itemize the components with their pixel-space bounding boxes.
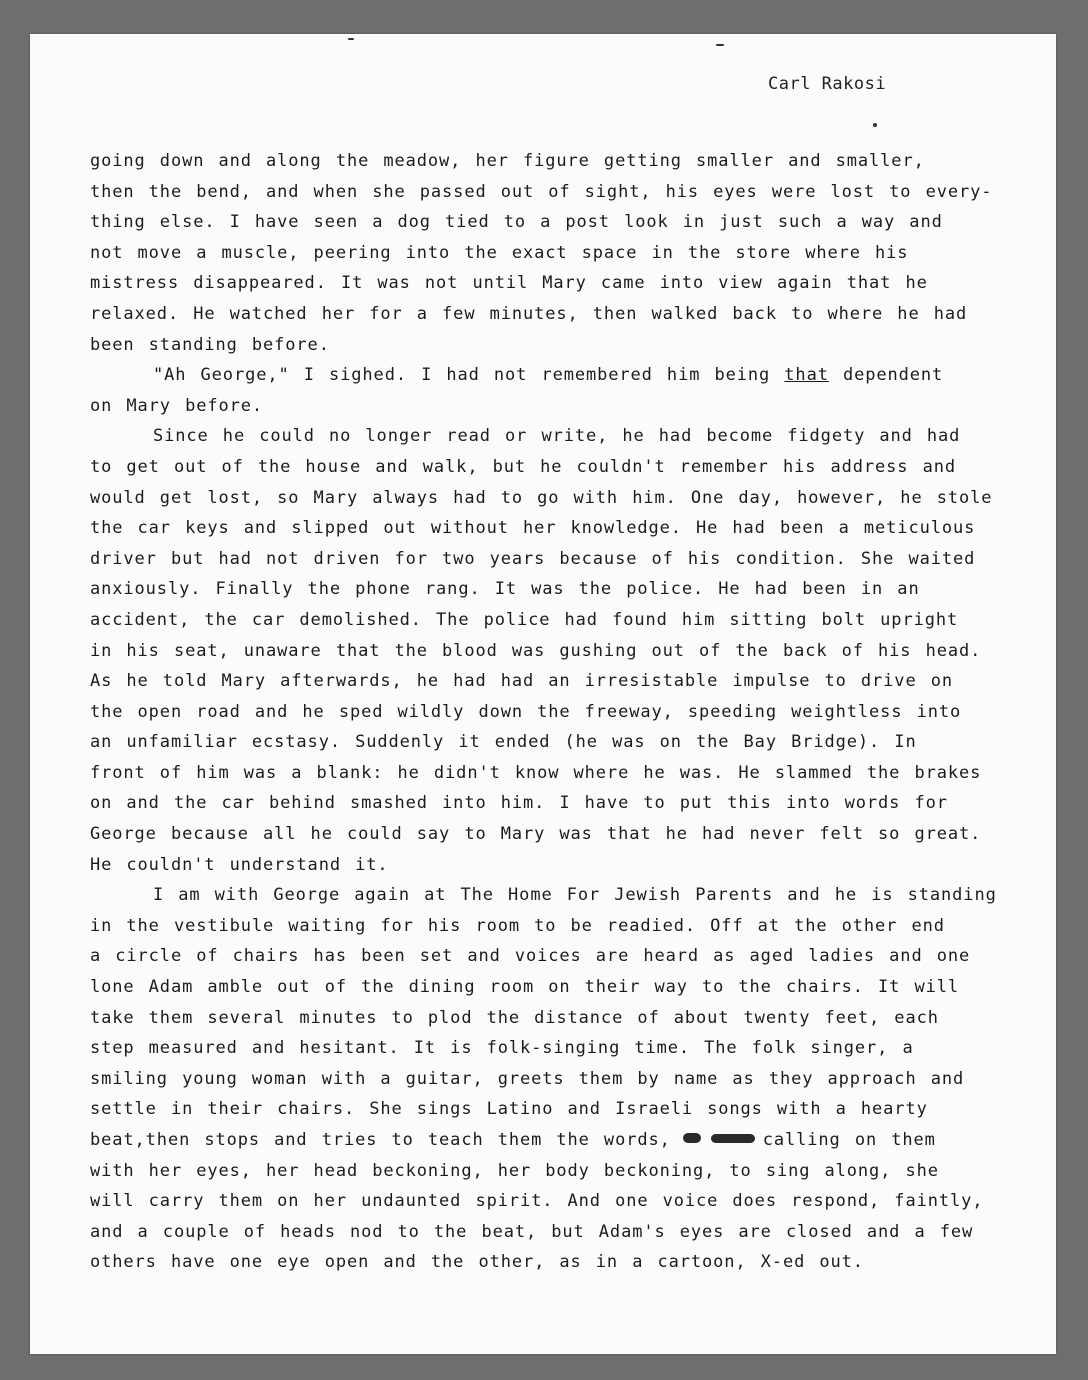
document-page: [30, 34, 1056, 1354]
text-line: in the vestibule waiting for his room to be readied. Off at the other end: [90, 915, 945, 936]
page-header-author: Carl Rakosi: [768, 74, 887, 94]
ink-blot-redaction: [671, 1131, 763, 1145]
text-line: He couldn't understand it.: [90, 854, 389, 875]
text-line: not move a muscle, peering into the exact space in the store where his: [90, 242, 909, 263]
text-line: relaxed. He watched her for a few minutes, then walked back to where he had: [90, 303, 968, 324]
text-line: As he told Mary afterwards, he had had an irresistable impulse to drive on: [90, 671, 953, 692]
text-line: the open road and he sped wildly down the freeway, speeding weightless into: [90, 701, 962, 722]
text-line: take them several minutes to plod the distance of about twenty feet, each: [90, 1007, 939, 1028]
text-line: others have one eye open and the other, as in a cartoon, X-ed out.: [90, 1252, 864, 1273]
text-line: front of him was a blank: he didn't know where he was. He slammed the brakes: [90, 762, 982, 783]
text-line: the car keys and slipped out without her knowledge. He had been a meticulous: [90, 518, 976, 539]
ink-blot-mark: [683, 1133, 701, 1143]
text-line: anxiously. Finally the phone rang. It was the police. He had been in an: [90, 579, 920, 600]
text-line: with her eyes, her head beckoning, her body beckoning, to sing along, she: [90, 1160, 939, 1181]
text-line: driver but had not driven for two years because of his condition. She waited: [90, 548, 976, 569]
text-line: I am with George again at The Home For Jewish Parents and he is standing: [153, 885, 997, 906]
text-line: mistress disappeared. It was not until Mary came into view again that he: [90, 273, 928, 294]
text-line: will carry them on her undaunted spirit. And one voice does respond, faintly,: [90, 1191, 984, 1212]
text-line: been standing before.: [90, 334, 330, 355]
text-line: thing else. I have seen a dog tied to a post look in just such a way and: [90, 212, 943, 233]
text-line: Since he could no longer read or write, he had become fidgety and had: [153, 426, 961, 447]
text-line: on and the car behind smashed into him. I have to put this into words for: [90, 793, 948, 814]
ink-speck: [873, 123, 877, 127]
text-line: in his seat, unaware that the blood was gushing out of the back of his head.: [90, 640, 982, 661]
typewritten-body: [90, 146, 1040, 1278]
text-line-start: beat,then stops and tries to teach them the words,: [90, 1130, 671, 1150]
text-line-end: dependent: [828, 365, 944, 386]
text-line: and a couple of heads nod to the beat, but Adam's eyes are closed and a few: [90, 1221, 974, 1242]
text-line: step measured and hesitant. It is folk-singing time. The folk singer, a: [90, 1038, 914, 1059]
text-line: a circle of chairs has been set and voices are heard as aged ladies and one: [90, 946, 971, 967]
text-line: smiling young woman with a guitar, greets them by name as they approach and: [90, 1068, 965, 1089]
text-line: [90, 360, 1040, 391]
ink-speck: [348, 38, 354, 40]
text-line: lone Adam amble out of the dining room on their way to the chairs. It will: [90, 977, 959, 998]
text-line: an unfamiliar ecstasy. Suddenly it ended (he was on the Bay Bridge). In: [90, 732, 917, 753]
text-line: then the bend, and when she passed out of sight, his eyes were lost to every-: [90, 181, 993, 202]
text-line: going down and along the meadow, her figure getting smaller and smaller,: [90, 151, 925, 171]
text-line: on Mary before.: [90, 395, 264, 416]
text-line: would get lost, so Mary always had to go with him. One day, however, he stole: [90, 487, 993, 508]
text-line: accident, the car demolished. The police had found him sitting bolt upright: [90, 609, 959, 630]
text-line-end: calling on them: [762, 1130, 936, 1150]
text-line: settle in their chairs. She sings Latino and Israeli songs with a hearty: [90, 1099, 928, 1120]
text-line: George because all he could say to Mary was that he had never felt so great.: [90, 824, 982, 845]
text-line: to get out of the house and walk, but he couldn't remember his address and: [90, 456, 956, 477]
text-line: [90, 1125, 1040, 1156]
underlined-word: that: [784, 365, 829, 386]
ink-blot-mark: [711, 1134, 755, 1143]
ink-speck: [716, 44, 724, 46]
text-line-start: "Ah George," I sighed. I had not remembered him being: [153, 365, 771, 386]
